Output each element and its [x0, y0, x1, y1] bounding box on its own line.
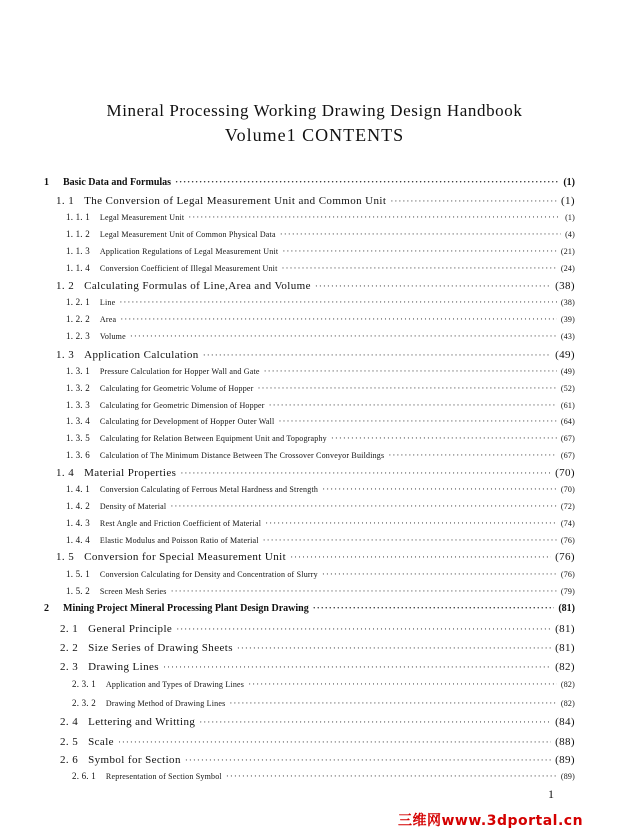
toc-chapter-entry	[44, 177, 575, 188]
leader-dots	[203, 350, 551, 360]
entry-title: Screen Mesh Series	[99, 587, 167, 596]
entry-page: (24)	[560, 264, 575, 273]
entry-number: 2. 3. 2	[72, 698, 96, 708]
entry-title: Application Regulations of Legal Measurement Unit	[99, 247, 279, 256]
entry-number: 1. 4. 1	[66, 484, 90, 494]
toc-section-entry	[56, 349, 575, 361]
leader-dots	[258, 383, 557, 393]
toc-section-entry	[60, 736, 575, 748]
entry-title: Size Series of Drawing Sheets	[88, 642, 233, 654]
leader-dots	[278, 416, 556, 426]
leader-dots	[170, 501, 557, 511]
entry-number: 1. 1. 2	[66, 229, 90, 239]
entry-title: Scale	[88, 736, 114, 748]
entry-number: 1. 5. 2	[66, 586, 90, 596]
entry-title: The Conversion of Legal Measurement Unit and Common Unit	[84, 195, 387, 207]
entry-title: Lettering and Writting	[88, 716, 196, 728]
toc-subsection-entry	[66, 501, 575, 511]
entry-number: 2. 3	[60, 661, 79, 673]
toc-subsection-entry	[66, 518, 575, 528]
leader-dots	[120, 314, 557, 324]
entry-title: Volume	[99, 332, 126, 341]
document-title: Mineral Processing Working Drawing Design Handbook	[106, 101, 523, 120]
entry-number: 1. 4	[56, 467, 75, 479]
leader-dots	[180, 468, 551, 478]
entry-page: (21)	[560, 247, 575, 256]
entry-title: Representation of Section Symbol	[105, 772, 222, 781]
toc-subsection-entry	[66, 535, 575, 545]
entry-title: Drawing Lines	[88, 661, 159, 673]
toc-subsection-entry	[66, 331, 575, 341]
leader-dots	[199, 717, 551, 727]
leader-dots	[322, 569, 557, 579]
leader-dots	[226, 771, 557, 781]
toc-section-entry	[56, 467, 575, 479]
entry-title: Elastic Modulus and Poisson Ratio of Material	[99, 536, 259, 545]
entry-number: 1. 2. 1	[66, 297, 90, 307]
toc-subsection-entry	[72, 771, 575, 781]
toc-subsection-entry	[66, 246, 575, 256]
entry-page: (81)	[555, 623, 575, 635]
toc-subsection-entry	[66, 263, 575, 273]
entry-title: Conversion Coefficient of Illegal Measurement Unit	[99, 264, 278, 273]
leader-dots	[265, 518, 557, 528]
entry-number: 1. 3. 5	[66, 433, 90, 443]
toc-subsection-entry	[72, 679, 575, 689]
entry-page: (84)	[555, 716, 575, 728]
entry-number: 2. 4	[60, 716, 79, 728]
entry-number: 1. 1. 4	[66, 263, 90, 273]
toc-section-entry	[56, 551, 575, 563]
entry-number: 2. 6	[60, 754, 79, 766]
entry-page: (49)	[560, 367, 575, 376]
toc-subsection-entry	[66, 450, 575, 460]
entry-page: (89)	[560, 772, 575, 781]
leader-dots	[269, 400, 557, 410]
leader-dots	[118, 737, 551, 747]
entry-number: 1. 1	[56, 195, 75, 207]
entry-page: (43)	[560, 332, 575, 341]
entry-page: (38)	[555, 280, 575, 292]
watermark: 三维网www.3dportal.cn	[398, 813, 584, 829]
entry-page: (89)	[555, 754, 575, 766]
entry-number: 2. 2	[60, 642, 79, 654]
entry-title: Conversion Calculating for Density and Concentration of Slurry	[99, 570, 318, 579]
entry-title: General Principle	[88, 623, 173, 635]
entry-title: Area	[99, 315, 117, 324]
entry-page: (4)	[565, 230, 575, 239]
entry-page: (81)	[555, 642, 575, 654]
entry-page: (76)	[555, 551, 575, 563]
entry-number: 1. 2. 3	[66, 331, 90, 341]
leader-dots	[313, 603, 555, 613]
entry-title: Material Properties	[84, 467, 177, 479]
entry-title: Conversion Calculating of Ferrous Metal Hardness and Strength	[99, 485, 319, 494]
toc-subsection-entry	[66, 383, 575, 393]
entry-number: 1. 1. 1	[66, 212, 90, 222]
entry-page: (39)	[560, 315, 575, 324]
entry-number: 1. 3. 3	[66, 400, 90, 410]
toc-subsection-entry	[66, 569, 575, 579]
toc-section-entry	[60, 623, 575, 635]
entry-title: Drawing Method of Drawing Lines	[105, 699, 226, 708]
entry-page: (70)	[555, 467, 575, 479]
entry-number: 1. 1. 3	[66, 246, 90, 256]
entry-page: (67)	[560, 434, 575, 443]
entry-page: (82)	[560, 680, 575, 689]
toc-section-entry	[56, 280, 575, 292]
entry-title: Application Calculation	[84, 349, 199, 361]
entry-page: (76)	[560, 570, 575, 579]
entry-title: Legal Measurement Unit	[99, 213, 185, 222]
toc-subsection-entry	[66, 366, 575, 376]
toc-subsection-entry	[66, 212, 575, 222]
page-number: 1	[548, 787, 554, 801]
leader-dots	[331, 433, 557, 443]
toc-subsection-entry	[66, 586, 575, 596]
document-subtitle: Volume1 CONTENTS	[224, 125, 405, 145]
entry-title: Calculating for Development of Hopper Outer Wall	[99, 417, 275, 426]
toc-subsection-entry	[66, 416, 575, 426]
entry-title: Calculating for Geometric Dimension of Hopper	[99, 401, 265, 410]
leader-dots	[248, 679, 557, 689]
entry-number: 1. 3. 2	[66, 383, 90, 393]
leader-dots	[282, 246, 557, 256]
entry-title: Basic Data and Formulas	[63, 177, 172, 188]
leader-dots	[130, 331, 557, 341]
leader-dots	[322, 484, 557, 494]
entry-number: 1. 3. 4	[66, 416, 90, 426]
entry-page: (82)	[555, 661, 575, 673]
toc-section-entry	[60, 716, 575, 728]
entry-title: Pressure Calculation for Hopper Wall and Gate	[99, 367, 260, 376]
entry-number: 2	[44, 603, 49, 614]
entry-title: Calculating for Relation Between Equipment Unit and Topography	[99, 434, 327, 443]
entry-title: Calculation of The Minimum Distance Between The Crossover Conveyor Buildings	[99, 451, 385, 460]
entry-number: 2. 6. 1	[72, 771, 96, 781]
toc-subsection-entry	[66, 400, 575, 410]
entry-number: 1. 5	[56, 551, 75, 563]
leader-dots	[176, 624, 551, 634]
entry-page: (72)	[560, 502, 575, 511]
leader-dots	[185, 755, 551, 765]
entry-page: (81)	[558, 603, 575, 614]
entry-title: Calculating Formulas of Line,Area and Volume	[84, 280, 311, 292]
toc-section-entry	[60, 661, 575, 673]
toc-section-entry	[56, 195, 575, 207]
leader-dots	[282, 263, 557, 273]
leader-dots	[163, 662, 551, 672]
entry-page: (52)	[560, 384, 575, 393]
entry-page: (38)	[560, 298, 575, 307]
entry-title: Application and Types of Drawing Lines	[105, 680, 245, 689]
entry-number: 1. 5. 1	[66, 569, 90, 579]
entry-page: (61)	[560, 401, 575, 410]
entry-page: (1)	[563, 177, 575, 188]
leader-dots	[280, 229, 561, 239]
leader-dots	[290, 552, 551, 562]
leader-dots	[171, 586, 557, 596]
toc-subsection-entry	[72, 698, 575, 708]
leader-dots	[388, 450, 557, 460]
entry-title: Calculating for Geometric Volume of Hopper	[99, 384, 254, 393]
entry-number: 2. 1	[60, 623, 79, 635]
entry-page: (88)	[555, 736, 575, 748]
entry-number: 1. 3	[56, 349, 75, 361]
toc-subsection-entry	[66, 229, 575, 239]
entry-page: (76)	[560, 536, 575, 545]
leader-dots	[315, 281, 551, 291]
entry-number: 1. 2. 2	[66, 314, 90, 324]
leader-dots	[229, 698, 556, 708]
leader-dots	[263, 535, 557, 545]
toc-chapter-entry	[44, 603, 575, 614]
entry-title: Legal Measurement Unit of Common Physical Data	[99, 230, 276, 239]
entry-page: (64)	[560, 417, 575, 426]
entry-page: (49)	[555, 349, 575, 361]
entry-page: (74)	[560, 519, 575, 528]
entry-title: Symbol for Section	[88, 754, 181, 766]
entry-number: 1. 4. 4	[66, 535, 90, 545]
entry-number: 1. 2	[56, 280, 75, 292]
entry-title: Conversion for Special Measurement Unit	[84, 551, 287, 563]
entry-title: Line	[99, 298, 116, 307]
entry-number: 1. 4. 3	[66, 518, 90, 528]
entry-page: (82)	[560, 699, 575, 708]
entry-page: (1)	[565, 213, 575, 222]
entry-number: 1. 4. 2	[66, 501, 90, 511]
entry-number: 2. 5	[60, 736, 79, 748]
entry-page: (70)	[560, 485, 575, 494]
toc-section-entry	[60, 642, 575, 654]
toc-section-entry	[60, 754, 575, 766]
leader-dots	[188, 212, 561, 222]
entry-page: (79)	[560, 587, 575, 596]
entry-title: Density of Material	[99, 502, 167, 511]
leader-dots	[119, 297, 556, 307]
entry-title: Mining Project Mineral Processing Plant Design Drawing	[63, 603, 309, 614]
entry-number: 1. 3. 1	[66, 366, 90, 376]
entry-page: (67)	[560, 451, 575, 460]
toc-subsection-entry	[66, 314, 575, 324]
leader-dots	[175, 177, 559, 187]
entry-number: 2. 3. 1	[72, 679, 96, 689]
entry-number: 1. 3. 6	[66, 450, 90, 460]
toc-subsection-entry	[66, 297, 575, 307]
toc-subsection-entry	[66, 484, 575, 494]
leader-dots	[390, 196, 557, 206]
entry-page: (1)	[560, 195, 575, 207]
leader-dots	[237, 643, 551, 653]
entry-number: 1	[44, 177, 49, 188]
leader-dots	[264, 366, 557, 376]
entry-title: Rest Angle and Friction Coefficient of Material	[99, 519, 262, 528]
toc-subsection-entry	[66, 433, 575, 443]
